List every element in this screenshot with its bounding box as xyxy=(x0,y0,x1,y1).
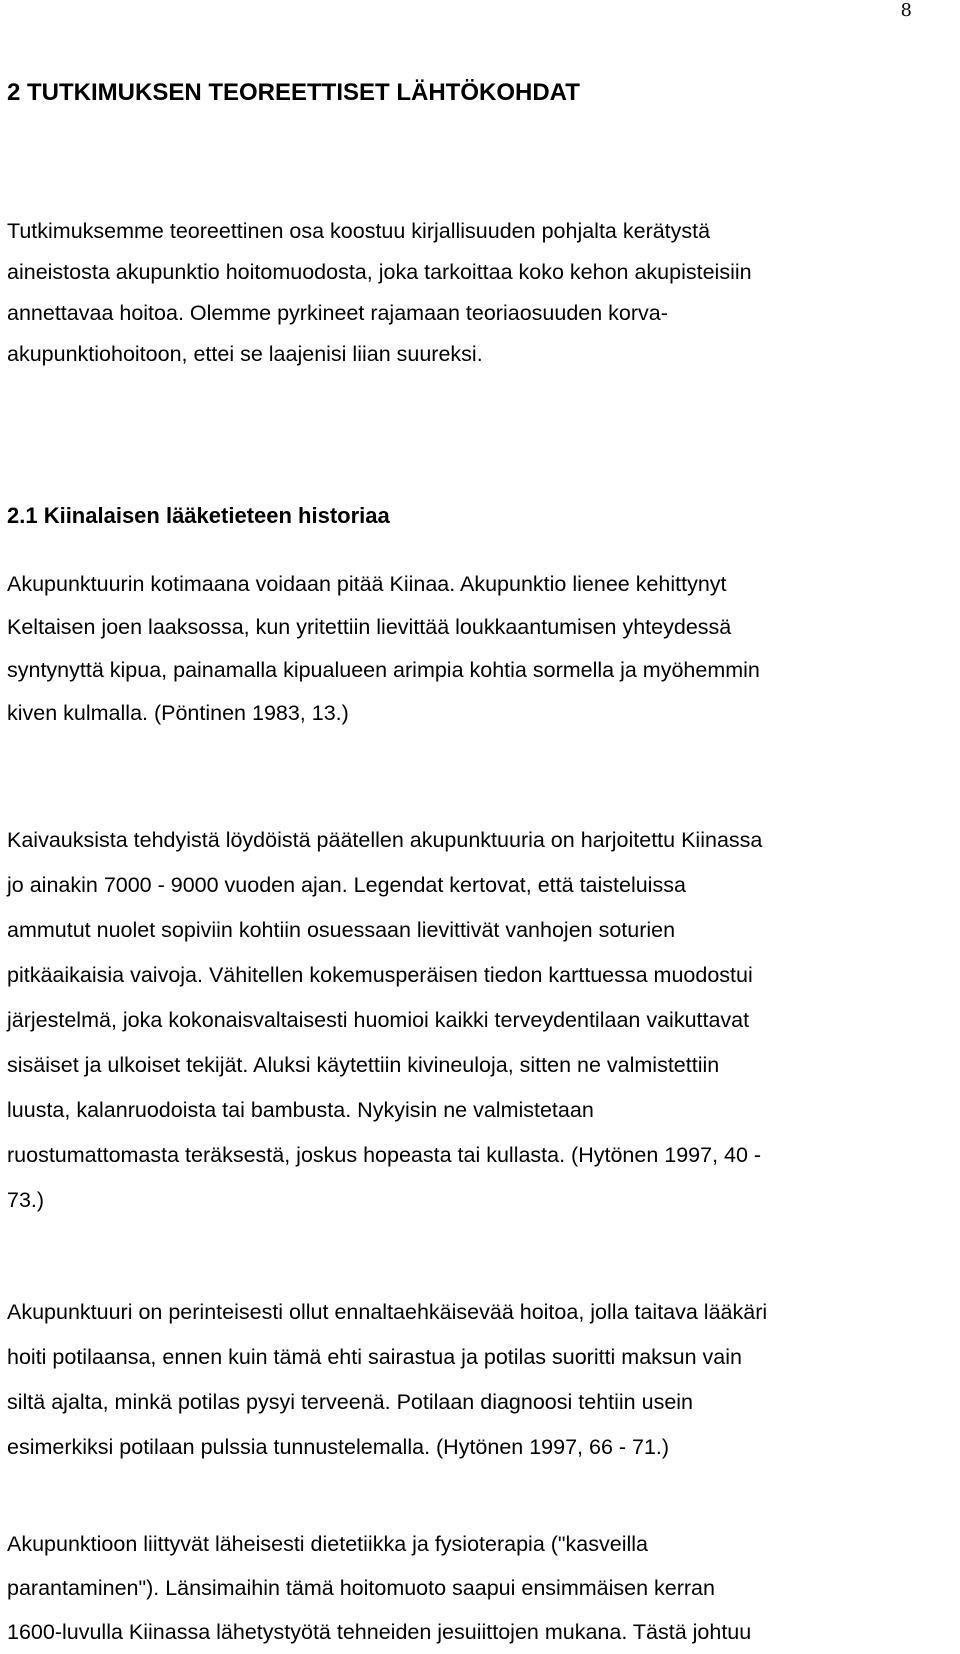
text-line: Keltaisen joen laaksossa, kun yritettiin lievittää loukkaantumisen yhteydessä xyxy=(7,615,732,639)
text-line: luusta, kalanruodoista tai bambusta. Nykyisin ne valmistetaan xyxy=(7,1098,594,1122)
text-line: Tutkimuksemme teoreettinen osa koostuu kirjallisuuden pohjalta kerätystä xyxy=(7,219,711,243)
text-line: 1600-luvulla Kiinassa lähetystyötä tehneiden jesuiittojen mukana. Tästä johtuu xyxy=(7,1620,752,1644)
text-line: järjestelmä, joka kokonaisvaltaisesti huomioi kaikki terveydentilaan vaikuttavat xyxy=(7,1008,750,1032)
text-line: annettavaa hoitoa. Olemme pyrkineet rajamaan teoriaosuuden korva- xyxy=(7,301,668,325)
text-line: Akupunktuuri on perinteisesti ollut ennaltaehkäisevää hoitoa, jolla taitava lääkäri xyxy=(7,1300,768,1324)
section-heading: 2.1 Kiinalaisen lääketieteen historiaa xyxy=(7,503,390,528)
paragraph-3 xyxy=(7,1290,767,1470)
text-line: parantaminen"). Länsimaihin tämä hoitomuoto saapui ensimmäisen kerran xyxy=(7,1576,715,1600)
text-line: ruostumattomasta teräksestä, joskus hopeasta tai kullasta. (Hytönen 1997, 40 - xyxy=(7,1143,762,1167)
text-line: sisäiset ja ulkoiset tekijät. Aluksi käytettiin kivineuloja, sitten ne valmistettiin xyxy=(7,1053,720,1077)
text-line: jo ainakin 7000 - 9000 vuoden ajan. Legendat kertovat, että taisteluissa xyxy=(7,873,686,897)
text-line: esimerkiksi potilaan pulssia tunnustelemalla. (Hytönen 1997, 66 - 71.) xyxy=(7,1435,670,1459)
text-line: 73.) xyxy=(7,1188,45,1212)
text-line: hoiti potilaansa, ennen kuin tämä ehti sairastua ja potilas suoritti maksun vain xyxy=(7,1345,742,1369)
paragraph-4 xyxy=(7,1522,751,1654)
page-number: 8 xyxy=(900,0,912,21)
text-line: Kaivauksista tehdyistä löydöistä päätellen akupunktuuria on harjoitettu Kiinassa xyxy=(7,828,763,852)
paragraph-1 xyxy=(7,563,760,735)
paragraph-2 xyxy=(7,818,762,1223)
text-line: pitkäaikaisia vaivoja. Vähitellen kokemusperäisen tiedon karttuessa muodostui xyxy=(7,963,753,987)
text-line: siltä ajalta, minkä potilas pysyi terveenä. Potilaan diagnoosi tehtiin usein xyxy=(7,1390,694,1414)
text-line: Akupunktuurin kotimaana voidaan pitää Kiinaa. Akupunktio lienee kehittynyt xyxy=(7,572,727,596)
text-line: aineistosta akupunktio hoitomuodosta, joka tarkoittaa koko kehon akupisteisiin xyxy=(7,260,752,284)
text-line: syntynyttä kipua, painamalla kipualueen arimpia kohtia sormella ja myöhemmin xyxy=(7,658,760,682)
text-line: Akupunktioon liittyvät läheisesti dietetiikka ja fysioterapia ("kasveilla xyxy=(7,1532,649,1556)
intro-paragraph xyxy=(7,211,752,375)
text-line: akupunktiohoitoon, ettei se laajenisi liian suureksi. xyxy=(7,342,483,366)
chapter-heading: 2 TUTKIMUKSEN TEOREETTISET LÄHTÖKOHDAT xyxy=(7,79,580,106)
text-line: kiven kulmalla. (Pöntinen 1983, 13.) xyxy=(7,701,349,725)
text-line: ammutut nuolet sopiviin kohtiin osuessaan lievittivät vanhojen soturien xyxy=(7,918,676,942)
